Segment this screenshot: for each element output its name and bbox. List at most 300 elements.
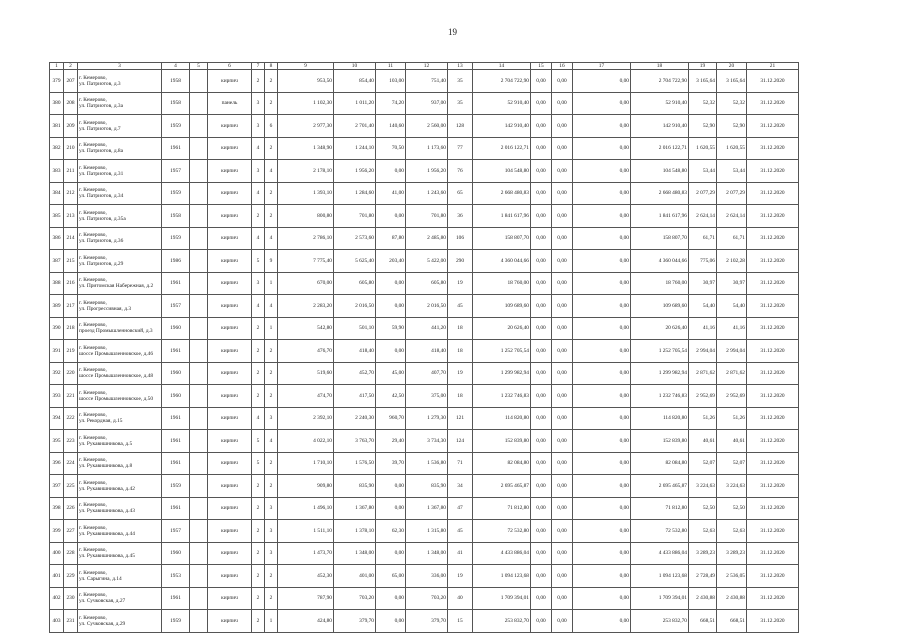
residents: 19 [448,272,473,295]
address [78,407,162,430]
row-number: 385 [50,205,64,228]
residents: 34 [448,475,473,498]
area-col12: 835,90 [406,475,448,498]
living-area: 703,20 [334,587,376,610]
address [78,497,162,520]
area-col11: 0,00 [376,587,406,610]
floors: 2 [252,340,265,363]
living-area: 1 244,10 [334,137,376,160]
amount-col15: 0,00 [531,430,552,453]
empty-cell [190,137,208,160]
entrances: 3 [265,542,278,565]
residents: 19 [448,362,473,385]
area-col11: 87,80 [376,227,406,250]
total-area: 2 283,20 [278,295,334,318]
amount-col15: 0,00 [531,115,552,138]
area-col11: 0,00 [376,542,406,565]
column-number: 1 [50,63,64,70]
residents: 15 [448,610,473,633]
living-area: 401,00 [334,565,376,588]
floors: 2 [252,362,265,385]
floors: 3 [252,115,265,138]
object-id: 224 [64,452,78,475]
deadline-date: 31.12.2020 [747,587,799,610]
address-city: г. Кемерово, [79,367,107,374]
amount-col14: 152 839,80 [473,430,531,453]
amount-col15: 0,00 [531,317,552,340]
amount-col17: 0,00 [573,362,631,385]
address-street: ул. Притомская Набережная, д.2 [79,283,154,290]
address [78,362,162,385]
cost-per-m2-limit: 2 871,62 [717,362,747,385]
entrances: 9 [265,250,278,273]
column-number: 18 [631,63,689,70]
living-area: 835,90 [334,475,376,498]
total-area: 787,90 [278,587,334,610]
amount-col15: 0,00 [531,497,552,520]
empty-cell [190,295,208,318]
object-id: 210 [64,137,78,160]
row-number: 391 [50,340,64,363]
living-area: 1 284,60 [334,182,376,205]
amount-col15: 0,00 [531,542,552,565]
entrances: 2 [265,475,278,498]
row-number: 403 [50,610,64,633]
area-col12: 701,80 [406,205,448,228]
wall-material: кирпич [208,542,252,565]
amount-col18: 52 910,40 [631,92,689,115]
area-col12: 605,80 [406,272,448,295]
total-area: 2 786,10 [278,227,334,250]
deadline-date: 31.12.2020 [747,407,799,430]
row-number: 397 [50,475,64,498]
area-col12: 375,00 [406,385,448,408]
row-number: 401 [50,565,64,588]
address-city: г. Кемерово, [79,119,107,126]
amount-col14: 82 084,80 [473,452,531,475]
address [78,205,162,228]
address-street: проезд Промышленновский, д.3 [79,328,153,335]
amount-col15: 0,00 [531,475,552,498]
amount-col18: 82 084,80 [631,452,689,475]
row-number: 392 [50,362,64,385]
floors: 2 [252,520,265,543]
area-col12: 1 243,60 [406,182,448,205]
deadline-date: 31.12.2020 [747,137,799,160]
table-row [50,340,799,363]
area-col11: 42,50 [376,385,406,408]
object-id: 212 [64,182,78,205]
wall-material: кирпич [208,295,252,318]
area-col12: 441,20 [406,317,448,340]
residents: 124 [448,430,473,453]
address-street: шоссе Промышленновское, д.48 [79,373,154,380]
empty-cell [190,182,208,205]
deadline-date: 31.12.2020 [747,160,799,183]
amount-col15: 0,00 [531,70,552,93]
floors: 2 [252,497,265,520]
entrances: 1 [265,610,278,633]
build-year: 1959 [162,475,190,498]
deadline-date: 31.12.2020 [747,115,799,138]
area-col11: 70,50 [376,137,406,160]
build-year: 1961 [162,587,190,610]
area-col12: 407,70 [406,362,448,385]
amount-col18: 18 760,00 [631,272,689,295]
deadline-date: 31.12.2020 [747,205,799,228]
area-col12: 937,00 [406,92,448,115]
build-year: 1960 [162,317,190,340]
amount-col18: 4 433 886,04 [631,542,689,565]
area-col11: 41,00 [376,182,406,205]
amount-col18: 2 704 722,90 [631,70,689,93]
cost-per-m2: 52,07 [689,452,717,475]
living-area: 501,10 [334,317,376,340]
residents: 36 [448,205,473,228]
cost-per-m2-limit: 2 077,29 [717,182,747,205]
empty-cell [190,205,208,228]
cost-per-m2-limit: 53,44 [717,160,747,183]
wall-material: кирпич [208,362,252,385]
deadline-date: 31.12.2020 [747,317,799,340]
area-col11: 65,00 [376,565,406,588]
entrances: 2 [265,452,278,475]
cost-per-m2-limit: 3 289,23 [717,542,747,565]
deadline-date: 31.12.2020 [747,430,799,453]
amount-col18: 2 016 122,71 [631,137,689,160]
living-area: 1 378,10 [334,520,376,543]
total-area: 1 102,30 [278,92,334,115]
address [78,182,162,205]
floors: 5 [252,430,265,453]
build-year: 1958 [162,92,190,115]
area-col11: 0,00 [376,295,406,318]
deadline-date: 31.12.2020 [747,520,799,543]
floors: 2 [252,205,265,228]
living-area: 417,50 [334,385,376,408]
column-number: 7 [252,63,265,70]
address [78,70,162,93]
address [78,295,162,318]
wall-material: кирпич [208,340,252,363]
address [78,475,162,498]
amount-col16: 0,00 [552,295,573,318]
cost-per-m2-limit: 2 536,05 [717,565,747,588]
residents: 290 [448,250,473,273]
address-city: г. Кемерово, [79,614,107,621]
column-number: 6 [208,63,252,70]
address-city: г. Кемерово, [79,592,107,599]
residents: 45 [448,520,473,543]
amount-col17: 0,00 [573,587,631,610]
living-area: 1 348,00 [334,542,376,565]
empty-cell [190,340,208,363]
wall-material: кирпич [208,205,252,228]
cost-per-m2: 40,61 [689,430,717,453]
table-row [50,92,799,115]
amount-col16: 0,00 [552,430,573,453]
cost-per-m2: 2 728,49 [689,565,717,588]
amount-col15: 0,00 [531,295,552,318]
build-year: 1960 [162,362,190,385]
wall-material: кирпич [208,137,252,160]
address-street: ул. Патриотов, д.29 [79,260,124,267]
area-col12: 3 734,30 [406,430,448,453]
table-row [50,115,799,138]
amount-col14: 1 709 394,01 [473,587,531,610]
address-street: ул. Рекордная, д.15 [79,418,123,425]
amount-col18: 253 832,70 [631,610,689,633]
floors: 3 [252,92,265,115]
amount-col16: 0,00 [552,92,573,115]
area-col12: 418,40 [406,340,448,363]
empty-cell [190,565,208,588]
area-col11: 0,00 [376,205,406,228]
empty-cell [190,497,208,520]
object-id: 227 [64,520,78,543]
amount-col14: 253 832,70 [473,610,531,633]
empty-cell [190,385,208,408]
row-number: 400 [50,542,64,565]
amount-col16: 0,00 [552,520,573,543]
row-number: 380 [50,92,64,115]
object-id: 207 [64,70,78,93]
floors: 2 [252,587,265,610]
amount-col17: 0,00 [573,430,631,453]
total-area: 2 977,30 [278,115,334,138]
total-area: 424,80 [278,610,334,633]
address-street: ул. Рукавишникова, д.43 [79,508,135,515]
row-number: 384 [50,182,64,205]
address-street: ул. Патриотов, д.3 [79,80,121,87]
register-table [49,62,799,633]
amount-col17: 0,00 [573,317,631,340]
amount-col17: 0,00 [573,160,631,183]
amount-col16: 0,00 [552,497,573,520]
total-area: 1 496,10 [278,497,334,520]
amount-col18: 152 839,80 [631,430,689,453]
build-year: 1961 [162,340,190,363]
area-col11: 0,00 [376,610,406,633]
amount-col17: 0,00 [573,565,631,588]
amount-col15: 0,00 [531,610,552,633]
cost-per-m2: 54,40 [689,295,717,318]
address-city: г. Кемерово, [79,412,107,419]
wall-material: кирпич [208,250,252,273]
empty-cell [190,520,208,543]
living-area: 1 576,50 [334,452,376,475]
living-area: 452,70 [334,362,376,385]
column-number-row [50,63,799,70]
amount-col18: 1 232 746,83 [631,385,689,408]
object-id: 218 [64,317,78,340]
column-number: 19 [689,63,717,70]
amount-col18: 1 709 394,01 [631,587,689,610]
floors: 2 [252,565,265,588]
amount-col18: 1 252 705,54 [631,340,689,363]
area-col11: 140,60 [376,115,406,138]
area-col12: 751,40 [406,70,448,93]
empty-cell [190,115,208,138]
row-number: 396 [50,452,64,475]
object-id: 215 [64,250,78,273]
deadline-date: 31.12.2020 [747,475,799,498]
living-area: 2 573,60 [334,227,376,250]
amount-col18: 4 360 044,66 [631,250,689,273]
cost-per-m2-limit: 2 952,69 [717,385,747,408]
total-area: 909,80 [278,475,334,498]
cost-per-m2-limit: 52,90 [717,115,747,138]
address-street: ул. Патриотов, д.3а [79,103,124,110]
cost-per-m2-limit: 61,71 [717,227,747,250]
row-number: 393 [50,385,64,408]
address-city: г. Кемерово, [79,434,107,441]
amount-col14: 2 704 722,90 [473,70,531,93]
address [78,452,162,475]
column-number: 3 [78,63,162,70]
table-row [50,137,799,160]
row-number: 382 [50,137,64,160]
cost-per-m2: 30,97 [689,272,717,295]
amount-col18: 72 532,80 [631,520,689,543]
total-area: 953,50 [278,70,334,93]
table-row [50,475,799,498]
column-number: 2 [64,63,78,70]
object-id: 223 [64,430,78,453]
build-year: 1959 [162,227,190,250]
cost-per-m2: 61,71 [689,227,717,250]
cost-per-m2-limit: 3 224,63 [717,475,747,498]
area-col12: 2 485,80 [406,227,448,250]
address [78,542,162,565]
residents: 19 [448,565,473,588]
object-id: 230 [64,587,78,610]
area-col12: 1 367,80 [406,497,448,520]
cost-per-m2: 41,16 [689,317,717,340]
cost-per-m2-limit: 54,40 [717,295,747,318]
amount-col16: 0,00 [552,160,573,183]
amount-col15: 0,00 [531,452,552,475]
wall-material: кирпич [208,475,252,498]
total-area: 1 348,90 [278,137,334,160]
amount-col18: 104 548,80 [631,160,689,183]
wall-material: кирпич [208,317,252,340]
deadline-date: 31.12.2020 [747,272,799,295]
amount-col15: 0,00 [531,160,552,183]
amount-col18: 1 841 617,96 [631,205,689,228]
floors: 3 [252,160,265,183]
address-city: г. Кемерово, [79,142,107,149]
address [78,340,162,363]
empty-cell [190,317,208,340]
total-area: 474,70 [278,385,334,408]
table-row [50,182,799,205]
entrances: 2 [265,182,278,205]
total-area: 2 392,10 [278,407,334,430]
living-area: 418,40 [334,340,376,363]
residents: 18 [448,340,473,363]
amount-col16: 0,00 [552,610,573,633]
deadline-date: 31.12.2020 [747,70,799,93]
row-number: 394 [50,407,64,430]
amount-col17: 0,00 [573,407,631,430]
table-row [50,295,799,318]
amount-col14: 114 820,80 [473,407,531,430]
wall-material: кирпич [208,587,252,610]
amount-col16: 0,00 [552,385,573,408]
cost-per-m2-limit: 30,97 [717,272,747,295]
deadline-date: 31.12.2020 [747,182,799,205]
deadline-date: 31.12.2020 [747,497,799,520]
address [78,317,162,340]
cost-per-m2-limit: 52,63 [717,520,747,543]
amount-col17: 0,00 [573,520,631,543]
living-area: 1 011,20 [334,92,376,115]
entrances: 2 [265,205,278,228]
object-id: 216 [64,272,78,295]
amount-col18: 1 299 982,94 [631,362,689,385]
address [78,137,162,160]
amount-col16: 0,00 [552,452,573,475]
column-number: 10 [334,63,376,70]
page-number: 19 [448,27,457,37]
floors: 4 [252,407,265,430]
amount-col17: 0,00 [573,70,631,93]
wall-material: кирпич [208,160,252,183]
row-number: 399 [50,520,64,543]
entrances: 4 [265,295,278,318]
address [78,227,162,250]
amount-col14: 142 910,40 [473,115,531,138]
residents: 40 [448,587,473,610]
area-col11: 203,40 [376,250,406,273]
object-id: 231 [64,610,78,633]
build-year: 1961 [162,137,190,160]
residents: 47 [448,497,473,520]
total-area: 800,80 [278,205,334,228]
address-city: г. Кемерово, [79,254,107,261]
area-col11: 960,70 [376,407,406,430]
table-row [50,610,799,633]
total-area: 1 473,70 [278,542,334,565]
cost-per-m2-limit: 52,07 [717,452,747,475]
area-col11: 0,00 [376,160,406,183]
area-col12: 2 016,50 [406,295,448,318]
amount-col18: 71 812,80 [631,497,689,520]
address-street: ул. Сучковская, д.27 [79,598,126,605]
area-col12: 2 560,00 [406,115,448,138]
area-col11: 103,00 [376,70,406,93]
cost-per-m2: 2 952,69 [689,385,717,408]
build-year: 1959 [162,182,190,205]
object-id: 209 [64,115,78,138]
empty-cell [190,227,208,250]
amount-col16: 0,00 [552,70,573,93]
address-street: ул. Рукавишникова, д.42 [79,485,135,492]
wall-material: кирпич [208,430,252,453]
address [78,610,162,633]
residents: 35 [448,70,473,93]
deadline-date: 31.12.2020 [747,92,799,115]
cost-per-m2: 52,63 [689,520,717,543]
floors: 5 [252,250,265,273]
address-city: г. Кемерово, [79,344,107,351]
address-street: ул. Рукавишникова, д.8 [79,463,133,470]
entrances: 2 [265,362,278,385]
amount-col16: 0,00 [552,565,573,588]
empty-cell [190,272,208,295]
column-number: 12 [406,63,448,70]
